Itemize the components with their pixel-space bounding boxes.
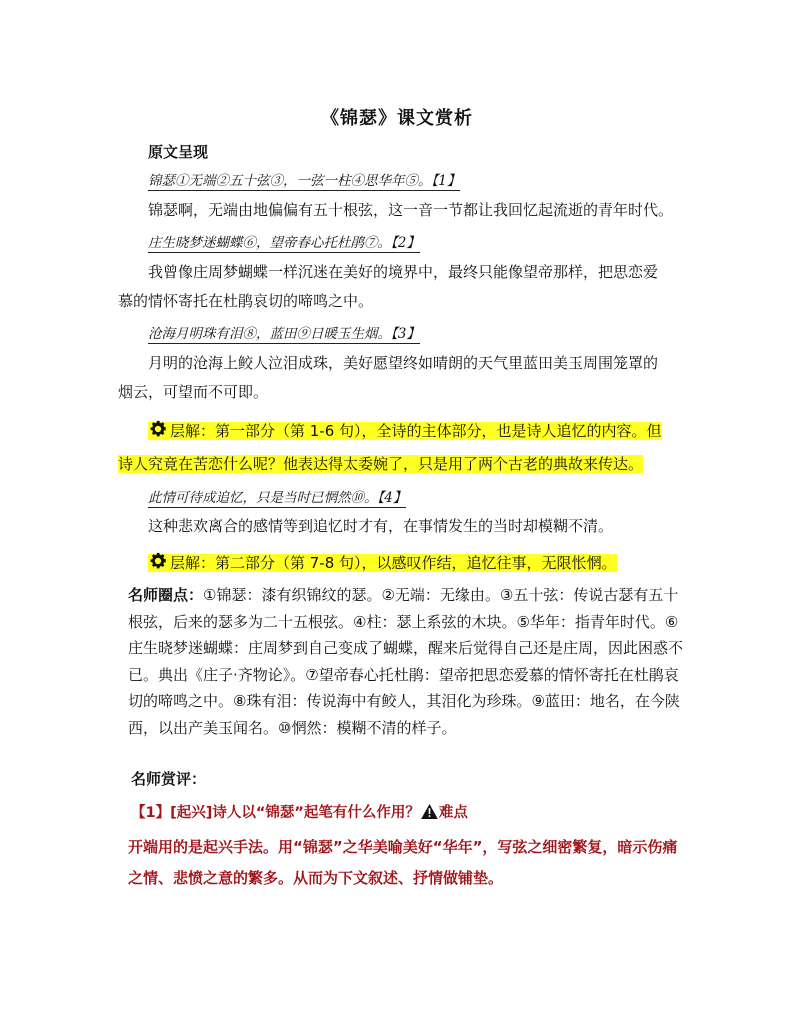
verse-mark: 【4】 [377, 490, 407, 506]
notes-text: ①锦瑟：漆有织锦纹的瑟。②无端：无缘由。③五十弦：传说古瑟有五十根弦，后来的瑟多为二十五根弦。④柱：瑟上系弦的木块。⑤华年：指青年时代。⑥庄生晓梦迷蝴蝶：庄周梦到自己变成了蝴蝶，醒来后觉得自己还是庄周，因此困惑不已。典出《庄子·齐物论》。⑦望帝春心托杜鹃：望帝把思恋爱慕的情怀寄托在杜鹃哀切的啼鸣之中。⑧珠有泪：传说海中有鲛人，其泪化为珍珠。⑨蓝田：地名，在今陕西，以出产美玉闻名。⑩惘然：模糊不清的样子。 [128, 586, 684, 737]
gear-icon [148, 419, 168, 439]
translation-2b: 慕的情怀寄托在杜鹃哀切的啼鸣之中。 [118, 292, 374, 310]
question [131, 801, 468, 822]
verse-line-2 [148, 231, 420, 251]
translation-3a: 月明的沧海上鲛人泣泪成珠，美好愿望终如晴朗的天气里蓝田美玉周围笼罩的 [148, 354, 659, 372]
verse-line-3 [148, 322, 420, 342]
translation-3b: 烟云，可望而不可即。 [118, 383, 269, 401]
translation-2a: 我曾像庄周梦蝴蝶一样沉迷在美好的境界中，最终只能像望帝那样，把思恋爱 [148, 263, 659, 281]
translation-4: 这种悲欢离合的感情等到追忆时才有，在事情发生的当时却模糊不清。 [148, 517, 614, 535]
question-text: 【1】[起兴]诗人以“锦瑟”起笔有什么作用？ [131, 805, 420, 821]
layer-text: 诗人究竟在苦恋什么呢？他表达得太委婉了，只是用了两个古老的典故来传达。 [118, 455, 644, 473]
verse-line-1 [148, 169, 460, 189]
layer-text: 层解：第一部分（第 1-6 句），全诗的主体部分，也是诗人追忆的内容。但 [170, 422, 662, 440]
teacher-notes [128, 582, 688, 741]
difficulty-label: 难点 [438, 805, 468, 821]
verse-text: 此情可待成追忆，只是当时已惘然⑩。 [148, 490, 378, 506]
page-title: 《锦瑟》课文赏析 [321, 108, 473, 129]
verse-mark: 【2】 [391, 235, 420, 251]
verse-mark: 【3】 [391, 326, 420, 342]
warning-icon [421, 804, 438, 819]
verse-text: 庄生晓梦迷蝴蝶⑥，望帝春心托杜鹃⑦。 [148, 235, 391, 251]
verse-text: 沧海月明珠有泪⑧，蓝田⑨日暖玉生烟。 [148, 326, 391, 342]
layer-analysis-1a [148, 418, 662, 445]
gear-icon [148, 551, 168, 571]
comment-label: 名师赏评： [131, 770, 207, 788]
layer-analysis-2 [148, 550, 617, 577]
notes-label: 名师圈点： [128, 586, 204, 604]
layer-analysis-1b [118, 451, 643, 478]
verse-text: 锦瑟①无端②五十弦③，一弦一柱④思华年⑤。 [148, 173, 432, 189]
verse-line-4 [148, 486, 406, 506]
translation-1: 锦瑟啊，无端由地偏偏有五十根弦，这一音一节都让我回忆起流逝的青年时代。 [148, 201, 674, 219]
layer-text: 层解：第二部分（第 7-8 句），以感叹作结，追忆往事，无限怅惘。 [170, 554, 617, 572]
answer: 开端用的是起兴手法。用“锦瑟”之华美喻美好“华年”，写弦之细密繁复，暗示伤痛之情、悲愤之意的繁多。从而为下文叙述、抒情做铺垫。 [128, 838, 678, 887]
section-heading: 原文呈现 [148, 143, 209, 161]
verse-mark: 【1】 [431, 173, 461, 189]
